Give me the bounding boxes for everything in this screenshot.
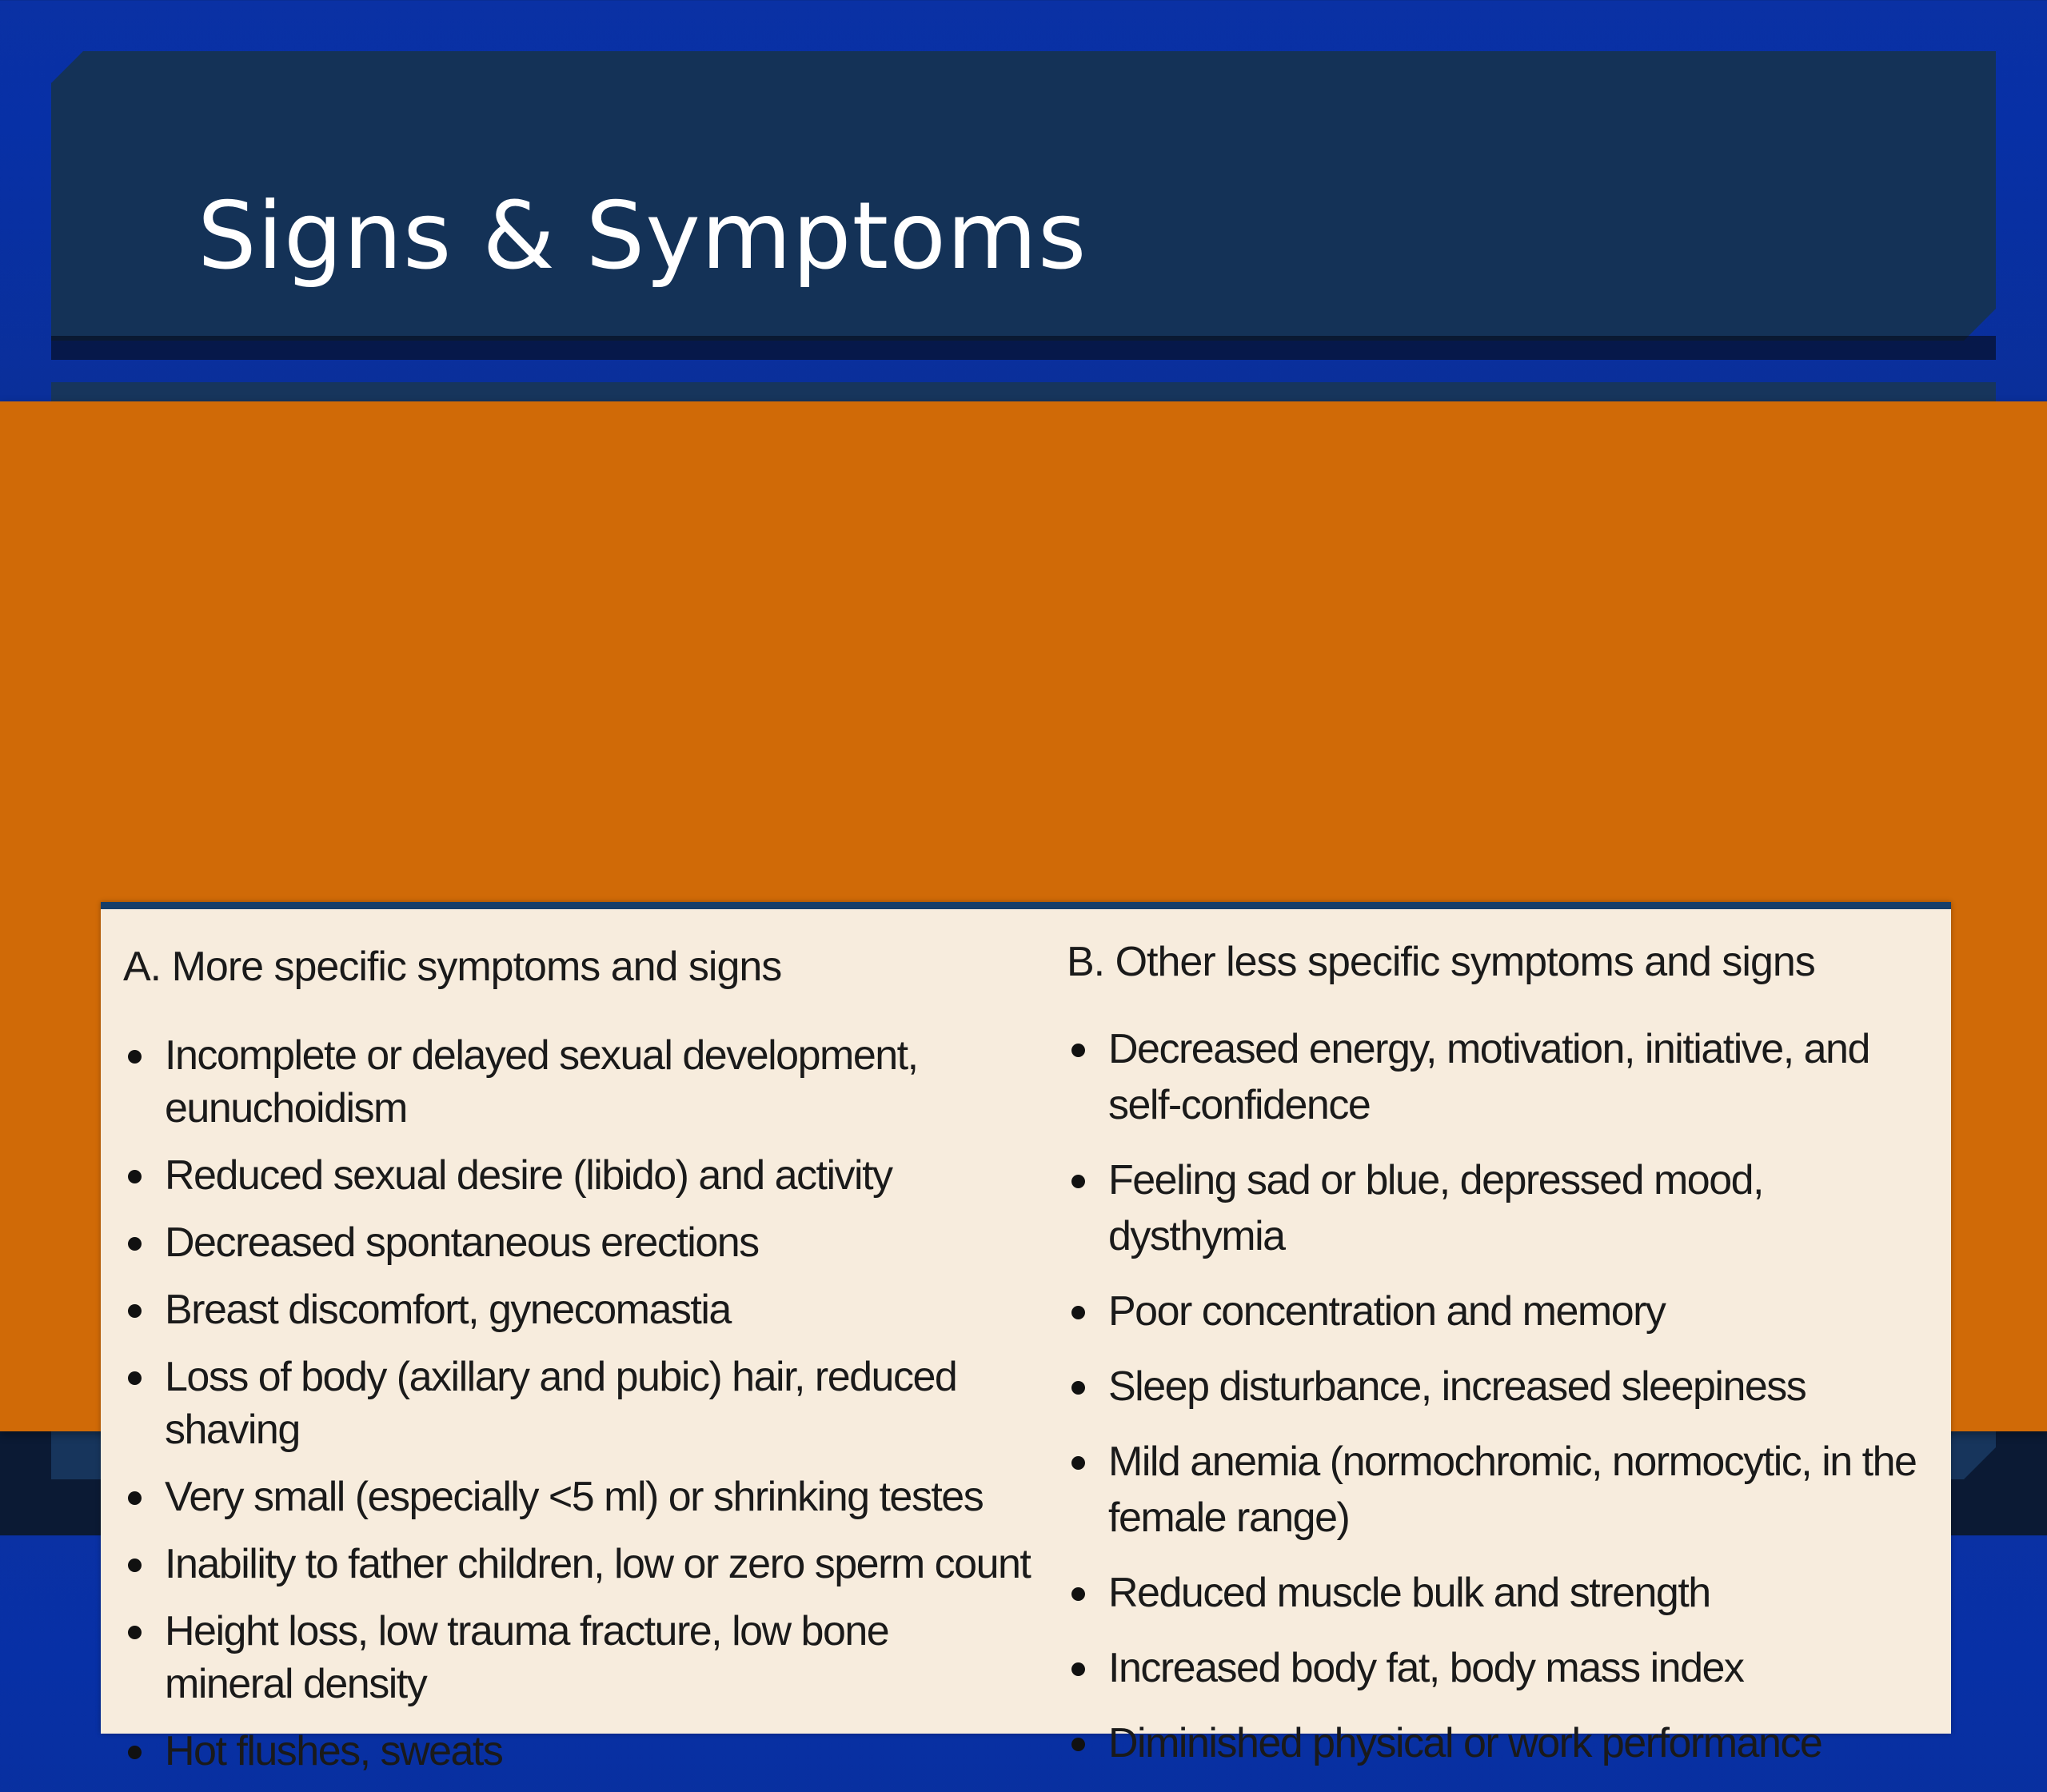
list-item-text: Inability to father children, low or zero sperm count (165, 1541, 1031, 1587)
symptoms-table (101, 902, 1951, 1774)
list-item (1067, 1565, 1938, 1621)
bullet-icon (128, 1559, 142, 1572)
list-item-text: Hot flushes, sweats (165, 1728, 503, 1774)
list-item (1067, 1434, 1938, 1546)
bullet-icon (1071, 1587, 1085, 1601)
list-item (1067, 1640, 1938, 1696)
list-item-text: Sleep disturbance, increased sleepiness (1108, 1363, 1806, 1410)
bullet-icon (1071, 1044, 1085, 1057)
bullet-icon (128, 1371, 142, 1385)
list-item-text: Decreased energy, motivation, initiative, and self-confidence (1108, 1026, 1869, 1128)
bullet-icon (1071, 1456, 1085, 1470)
list-item-text: Loss of body (axillary and pubic) hair, reduced shaving (165, 1354, 957, 1453)
list-item-text: Feeling sad or blue, depressed mood, dysthymia (1108, 1157, 1763, 1259)
bullet-icon (128, 1491, 142, 1505)
list-item-text: Diminished physical or work performance (1108, 1720, 1822, 1766)
list-item (123, 1605, 1051, 1710)
bullet-icon (128, 1170, 142, 1183)
list-item (1067, 1021, 1938, 1133)
bullet-icon (1071, 1738, 1085, 1751)
symptom-list (1067, 1021, 1938, 1790)
list-item-text: Reduced muscle bulk and strength (1108, 1570, 1710, 1616)
symptom-list (123, 1029, 1051, 1792)
bullet-icon (128, 1237, 142, 1251)
list-item-text: Reduced sexual desire (libido) and activity (165, 1152, 892, 1199)
column-heading: B. Other less specific symptoms and signs (1067, 939, 1815, 985)
list-item-text: Increased body fat, body mass index (1108, 1645, 1744, 1691)
column-heading: A. More specific symptoms and signs (123, 944, 782, 990)
bullet-icon (1071, 1306, 1085, 1319)
list-item-text: Height loss, low trauma fracture, low bone mineral density (165, 1608, 889, 1707)
list-item-text: Decreased spontaneous erections (165, 1219, 759, 1266)
bullet-icon (1071, 1381, 1085, 1395)
list-item-text: Very small (especially <5 ml) or shrinking testes (165, 1474, 984, 1520)
title-panel-shadow (51, 336, 1996, 360)
bullet-icon (128, 1746, 142, 1759)
list-item (1067, 1715, 1938, 1771)
list-item-text: Mild anemia (normochromic, normocytic, in the female range) (1108, 1439, 1917, 1541)
list-item (123, 1471, 1051, 1523)
orange-panel (0, 401, 2047, 1774)
list-item (123, 1149, 1051, 1202)
slide-title: Signs & Symptoms (198, 182, 1087, 290)
bullet-icon (1071, 1175, 1085, 1188)
list-item (1067, 1283, 1938, 1339)
list-item (123, 1538, 1051, 1590)
list-item-text: Poor concentration and memory (1108, 1288, 1666, 1335)
list-item (123, 1029, 1051, 1135)
list-item (123, 1725, 1051, 1778)
list-item (123, 1216, 1051, 1269)
bullet-icon (128, 1050, 142, 1064)
bullet-icon (128, 1626, 142, 1639)
list-item-text: Breast discomfort, gynecomastia (165, 1287, 731, 1333)
list-item (123, 1283, 1051, 1336)
bullet-icon (128, 1304, 142, 1318)
list-item (1067, 1359, 1938, 1415)
list-item (1067, 1152, 1938, 1264)
bullet-icon (1071, 1662, 1085, 1676)
list-item-text: Incomplete or delayed sexual development, eunuchoidism (165, 1032, 918, 1131)
list-item (123, 1351, 1051, 1456)
